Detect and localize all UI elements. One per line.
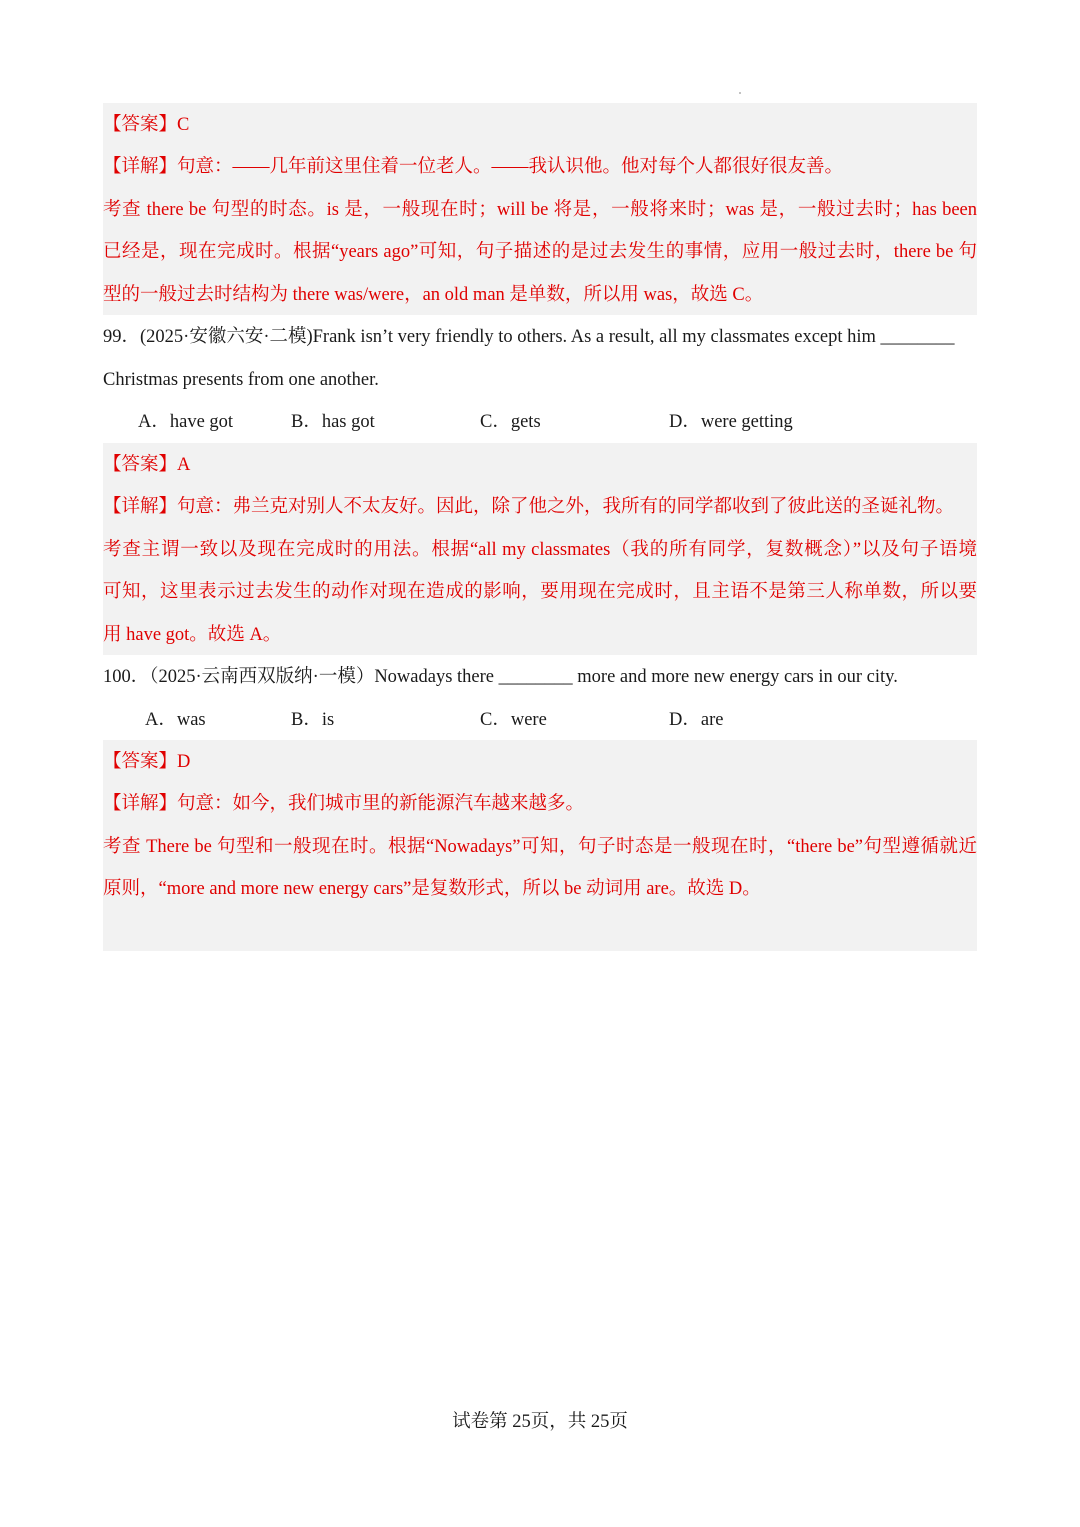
question-stem: 100．（2025·云南西双版纳·一模）Nowadays there ________ more and more new energy cars in our city.: [103, 667, 898, 687]
analysis-line: 已经是，现在完成时。根据“years ago”可知，句子描述的是过去发生的事情，应用一般过去时，there be 句: [103, 242, 977, 262]
analysis-line: 型的一般过去时结构为 there was/were，an old man 是单数，所以用 was，故选 C。: [103, 285, 764, 305]
analysis-line: 原则，“more and more new energy cars”是复数形式，所以 be 动词用 are。故选 D。: [103, 879, 761, 899]
question-stem: Christmas presents from one another.: [103, 370, 379, 390]
option-d: D．were getting: [669, 412, 793, 432]
option-d: D．are: [669, 710, 724, 730]
analysis-line: 考查 There be 句型和一般现在时。根据“Nowadays”可知，句子时态是一般现在时，“there be”句型遵循就近: [103, 837, 977, 857]
option-b: B．has got: [291, 412, 375, 432]
option-c: C．were: [480, 710, 547, 730]
option-a: A．have got: [138, 412, 234, 432]
detail-line: 【详解】句意：弗兰克对别人不太友好。因此，除了他之外，我所有的同学都收到了彼此送的圣诞礼物。: [103, 497, 955, 517]
analysis-line: 考查主谓一致以及现在完成时的用法。根据“all my classmates（我的所有同学，复数概念）”以及句子语境: [103, 540, 977, 560]
analysis-line: 可知，这里表示过去发生的动作对现在造成的影响，要用现在完成时，且主语不是第三人称单数，所以要: [103, 582, 977, 602]
answer-label: 【答案】C: [103, 115, 190, 135]
page-footer: 试卷第 25页，共 25页: [452, 1412, 628, 1432]
option-c: C．gets: [480, 412, 541, 432]
answer-label: 【答案】A: [103, 455, 191, 475]
stray-dot: [739, 92, 741, 94]
option-b: B．is: [291, 710, 335, 730]
analysis-line: 考查 there be 句型的时态。is 是，一般现在时；will be 将是，一般将来时；was 是，一般过去时；has been: [103, 200, 977, 220]
option-a: A．was: [145, 710, 206, 730]
question-stem: 99．(2025·安徽六安·二模)Frank isn’t very friendly to others. As a result, all my classmates except him ________: [103, 327, 955, 347]
answer-label: 【答案】D: [103, 752, 191, 772]
detail-line: 【详解】句意：如今，我们城市里的新能源汽车越来越多。: [103, 794, 585, 814]
analysis-line: 用 have got。故选 A。: [103, 625, 282, 645]
detail-line: 【详解】句意：——几年前这里住着一位老人。——我认识他。他对每个人都很好很友善。: [103, 157, 844, 177]
